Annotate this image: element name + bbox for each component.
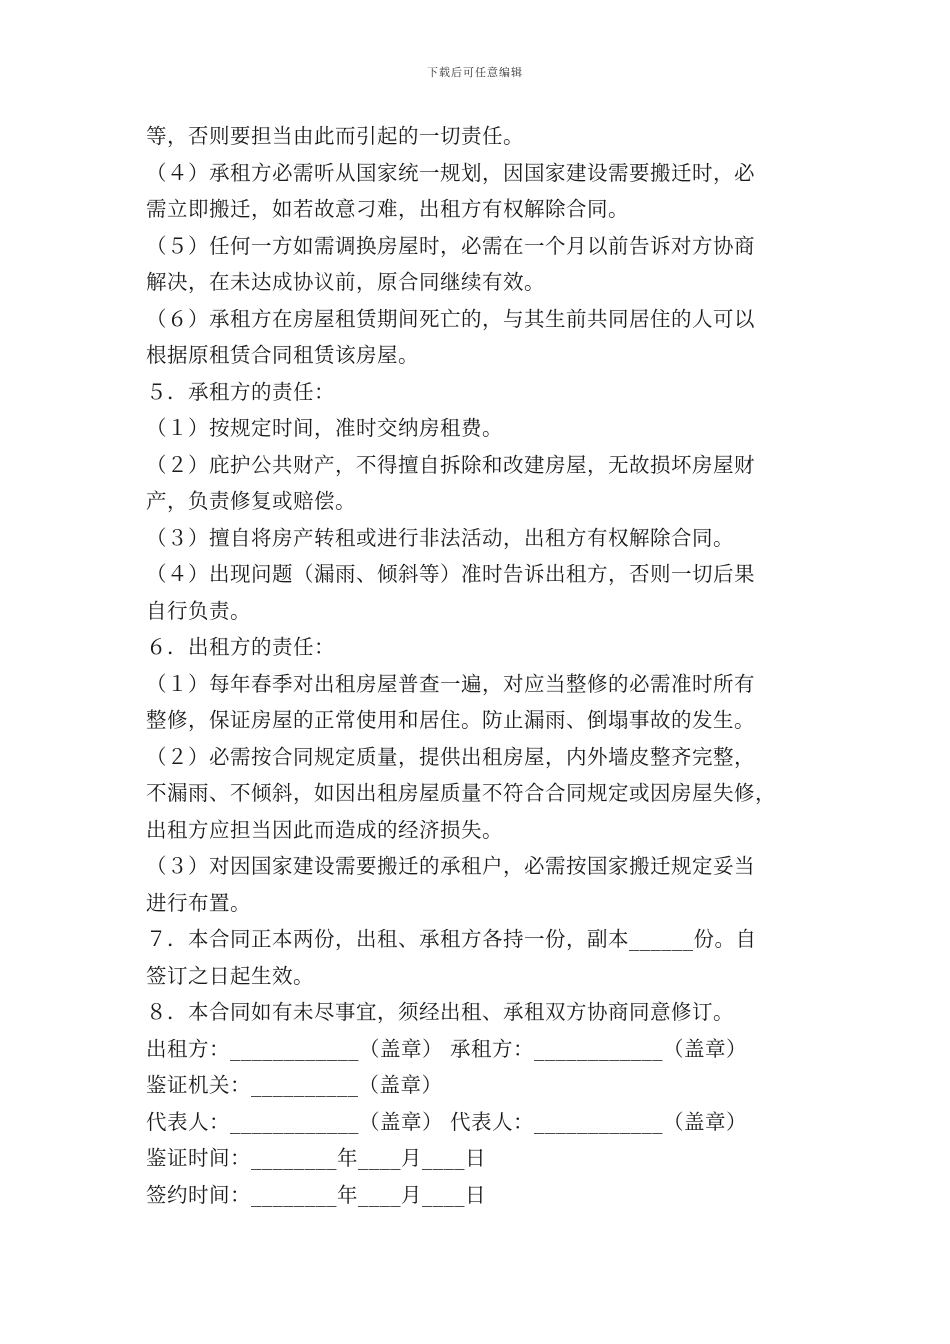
paragraph-line: （５）任何一方如需调换房屋时，必需在一个月以前告诉对方协商 — [146, 233, 755, 258]
paragraph-line: （６）承租方在房屋租赁期间死亡的，与其生前共同居住的人可以 — [146, 306, 755, 331]
paragraph-line: 产，负责修复或赔偿。 — [146, 489, 356, 513]
paragraph-line: 出租方应担当因此而造成的经济损失。 — [146, 817, 503, 842]
section-heading: ５．承租方的责任： — [146, 379, 335, 404]
paragraph-line: 整修，保证房屋的正常使用和居住。防止漏雨、倒塌事故的发生。 — [146, 708, 755, 732]
paragraph-line: 签订之日起生效。 — [146, 963, 314, 988]
paragraph-line: ８．本合同如有未尽事宜，须经出租、承租双方协商同意修订。 — [146, 1000, 734, 1024]
paragraph-line: （１）每年春季对出租房屋普查一遍，对应当整修的必需准时所有 — [146, 671, 755, 696]
document-body — [146, 118, 836, 1213]
paragraph-line: （４）承租方必需听从国家统一规划，因国家建设需要搬迁时，必 — [146, 160, 755, 185]
verification-date-line: 鉴证时间：________年____月____日 — [146, 1146, 486, 1170]
paragraph-line: 自行负责。 — [146, 598, 251, 623]
paragraph-line: 不漏雨、不倾斜，如因出租房屋质量不符合合同规定或因房屋失修， — [146, 781, 776, 805]
paragraph-line: 进行布置。 — [146, 890, 251, 915]
paragraph-line: 等，否则要担当由此而引起的一切责任。 — [146, 124, 524, 148]
page-header: 下载后可任意编辑 — [427, 66, 523, 79]
paragraph-line: （１）按规定时间，准时交纳房租费。 — [146, 416, 503, 440]
signing-date-line: 签约时间：________年____月____日 — [146, 1182, 486, 1207]
paragraph-line: （３）擅自将房产转租或进行非法活动，出租方有权解除合同。 — [146, 525, 734, 550]
paragraph-line: （４）出现问题（漏雨、倾斜等）准时告诉出租方，否则一切后果 — [146, 562, 755, 586]
paragraph-line: （２）必需按合同规定质量，提供出租房屋，内外墙皮整齐完整， — [146, 744, 755, 769]
paragraph-line: ７．本合同正本两份，出租、承租方各持一份，副本______份。自 — [146, 927, 757, 951]
signature-line-authority: 鉴证机关：__________（盖章） — [146, 1073, 443, 1097]
section-heading: ６．出租方的责任： — [146, 635, 335, 659]
paragraph-line: 解决，在未达成协议前，原合同继续有效。 — [146, 270, 545, 294]
signature-line-parties: 出租方：____________（盖章） 承租方：____________（盖章） — [146, 1036, 748, 1061]
signature-line-representatives: 代表人：____________（盖章） 代表人：____________（盖章） — [146, 1109, 748, 1134]
paragraph-line: 需立即搬迁，如若故意刁难，出租方有权解除合同。 — [146, 197, 629, 221]
paragraph-line: （２）庇护公共财产，不得擅自拆除和改建房屋，无故损坏房屋财 — [146, 452, 755, 477]
paragraph-line: （３）对因国家建设需要搬迁的承租户，必需按国家搬迁规定妥当 — [146, 854, 755, 878]
paragraph-line: 根据原租赁合同租赁该房屋。 — [146, 343, 419, 367]
